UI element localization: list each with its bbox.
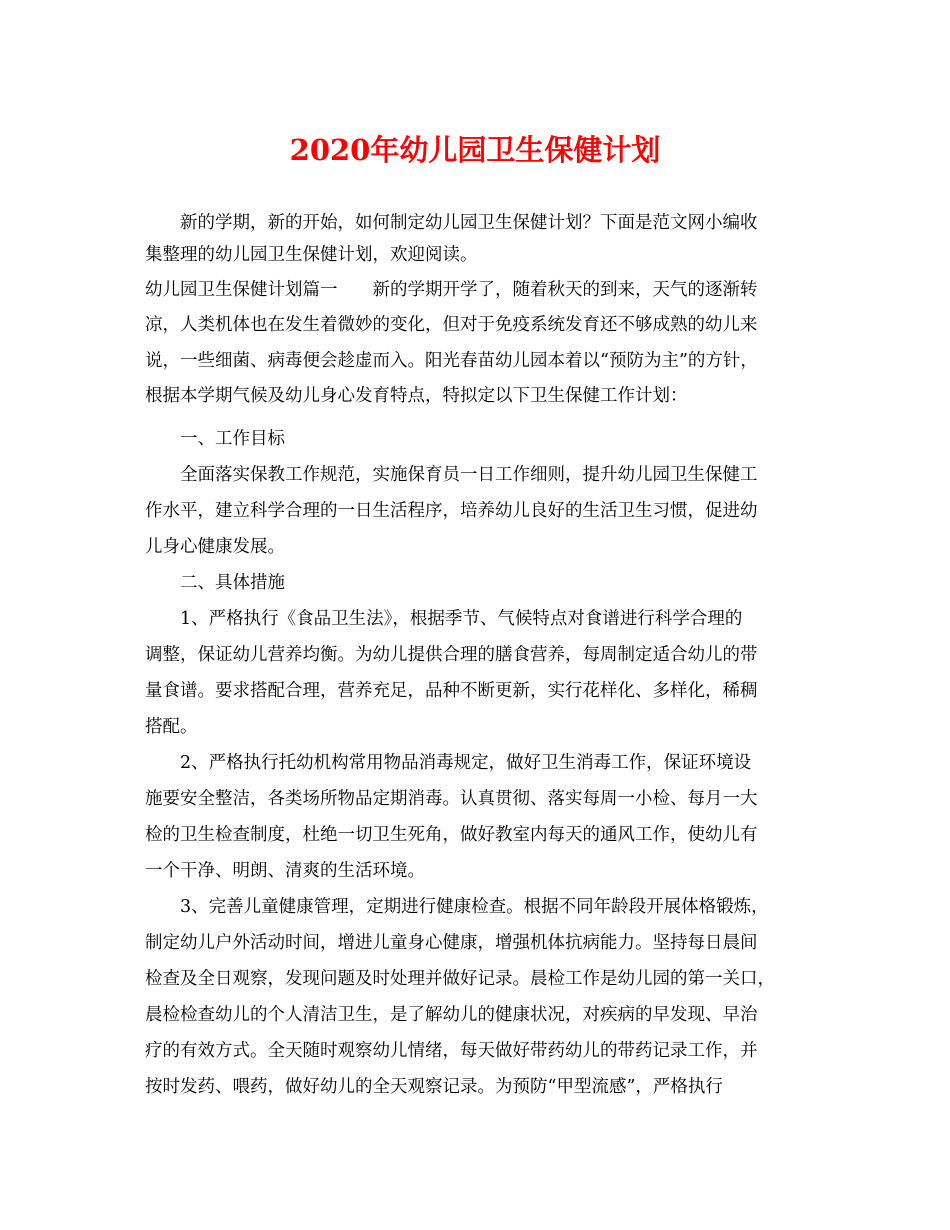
body-line: 2、严格执行托幼机构常用物品消毒规定，做好卫生消毒工作，保证环境设: [180, 753, 752, 773]
body-line: 调整，保证幼儿营养均衡。为幼儿提供合理的膳食营养，每周制定适合幼儿的带: [145, 645, 758, 665]
body-line: 检的卫生检查制度，杜绝一切卫生死角，做好教室内每天的通风工作，使幼儿有: [145, 825, 758, 845]
body-line: 一个干净、明朗、清爽的生活环境。: [145, 861, 425, 881]
body-line: 施要安全整洁，各类场所物品定期消毒。认真贯彻、落实每周一小检、每月一大: [145, 789, 758, 809]
body-line: 儿身心健康发展。: [145, 537, 285, 557]
body-line: 按时发药、喂药，做好幼儿的全天观察记录。为预防“甲型流感”，严格执行: [145, 1077, 723, 1097]
section-heading: 二、具体措施: [180, 573, 285, 593]
body-line: 检查及全日观察，发现问题及时处理并做好记录。晨检工作是幼儿园的第一关口，: [145, 969, 775, 989]
body-line: 搭配。: [145, 717, 198, 737]
body-line: 量食谱。要求搭配合理，营养充足，品种不断更新，实行花样化、多样化，稀稠: [145, 681, 758, 701]
section-heading: 一、工作目标: [180, 429, 285, 449]
body-line: 制定幼儿户外活动时间，增进儿童身心健康，增强机体抗病能力。坚持每日晨间: [145, 933, 758, 953]
body-line: 集整理的幼儿园卫生保健计划，欢迎阅读。: [145, 245, 478, 265]
body-line: 说，一些细菌、病毒便会趁虚而入。阳光春苗幼儿园本着以“预防为主”的方针，: [145, 351, 758, 371]
body-line: 全面落实保教工作规范，实施保育员一日工作细则，提升幼儿园卫生保健工: [180, 465, 758, 485]
body-line: 作水平，建立科学合理的一日生活程序，培养幼儿良好的生活卫生习惯，促进幼: [145, 501, 758, 521]
body-line: 幼儿园卫生保健计划篇一 新的学期开学了，随着秋天的到来，天气的逐渐转: [145, 280, 758, 300]
body-line: 根据本学期气候及幼儿身心发育特点，特拟定以下卫生保健工作计划：: [145, 386, 688, 406]
body-line: 1、严格执行《食品卫生法》，根据季节、气候特点对食谱进行科学合理的: [180, 609, 743, 629]
document-title: 2020年幼儿园卫生保健计划: [289, 133, 661, 167]
body-line: 晨检检查幼儿的个人清洁卫生，是了解幼儿的健康状况，对疾病的早发现、早治: [145, 1005, 758, 1025]
body-line: 疗的有效方式。全天随时观察幼儿情绪，每天做好带药幼儿的带药记录工作，并: [145, 1041, 758, 1061]
body-line: 凉，人类机体也在发生着微妙的变化，但对于免疫系统发育还不够成熟的幼儿来: [145, 315, 758, 335]
body-line: 3、完善儿童健康管理，定期进行健康检查。根据不同年龄段开展体格锻炼，: [180, 897, 769, 917]
body-line: 新的学期，新的开始，如何制定幼儿园卫生保健计划？下面是范文网小编收: [180, 213, 758, 233]
